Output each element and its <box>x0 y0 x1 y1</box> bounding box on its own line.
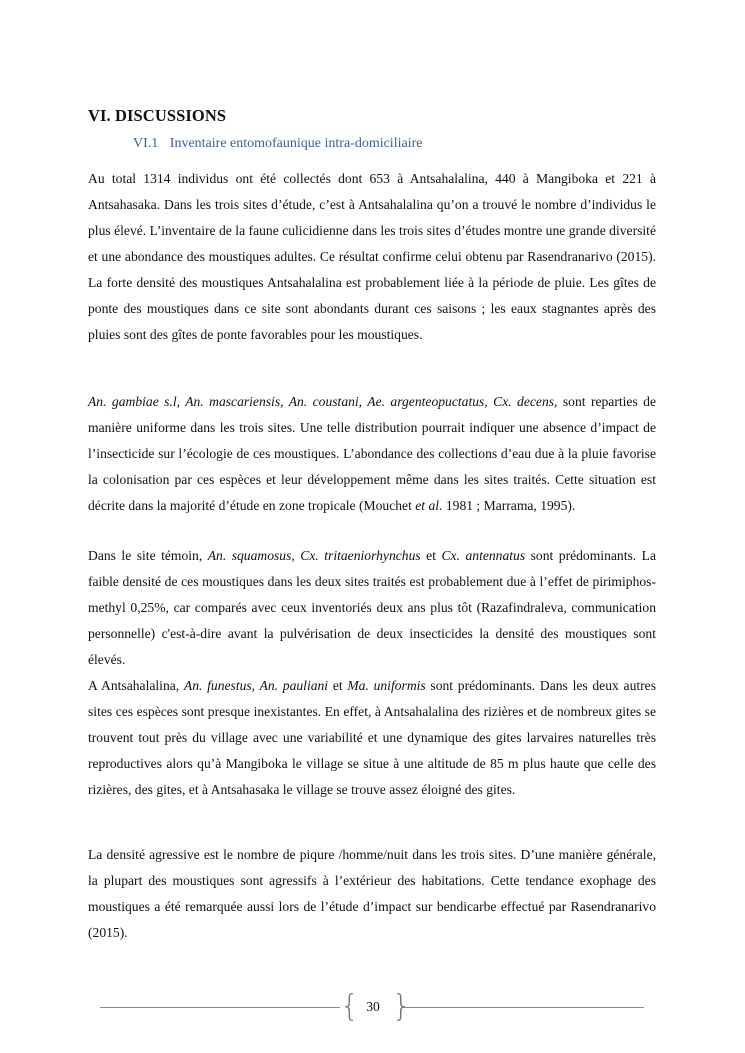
subsection-heading <box>133 136 422 152</box>
paragraph-3-start: Dans le site témoin, <box>88 548 208 563</box>
paragraph-5: La densité agressive est le nombre de piqure /homme/nuit dans les trois sites. D’une manière générale, la plupart des moustiques sont agressifs à l’extérieur des habitations. Cette tendance exophage des moustiques a été remarquée aussi lors de l’étude d’impact sur bendicarbe effectué par Rasendranarivo (2015). <box>88 847 656 940</box>
footer-rule-right <box>402 1007 644 1008</box>
footer-rule-left <box>100 1007 340 1008</box>
paragraph-2-text: sont reparties de manière uniforme dans les trois sites. Une telle distribution pourrait indiquer une absence d’impact de l’insecticide sur l’écologie de ces moustiques. L’abondance des collections d’eau due à la pluie favorise la colonisation par ces espèces et leur développement même dans les sites traités. Cette situation est décrite dans la majorité d’étude en zone tropicale (Mouchet <box>88 394 656 513</box>
footer-bracket-right: } <box>392 989 412 1024</box>
paragraph-1: Au total 1314 individus ont été collectés dont 653 à Antsahalalina, 440 à Mangiboka et 221 à Antsahasaka. Dans les trois sites d’étude, c’est à Antsahalalina qu’on a trouvé le nombre d’individus le plus élevé. L’inventaire de la faune culicidienne dans les trois sites d’études montre une grande diversité et une abondance des moustiques adultes. Ce résultat confirme celui obtenu par Rasendranarivo (2015). La forte densité des moustiques Antsahalalina est probablement liée à la période de pluie. Les gîtes de ponte des moustiques dans ce site sont abondants durant ces saisons ; les eaux stagnantes après des pluies sont des gîtes de ponte favorables pour les moustiques. <box>88 171 656 342</box>
paragraph-4-start: A Antsahalalina, <box>88 678 184 693</box>
species-list: An. gambiae s.l, An. mascariensis, An. coustani, Ae. argenteopuctatus, Cx. decens, <box>88 394 558 409</box>
et-al: et al <box>415 498 440 513</box>
paragraph-2-end: . 1981 ; Marrama, 1995). <box>439 498 576 513</box>
paragraph-3 <box>88 543 656 673</box>
paragraph-4 <box>88 673 656 803</box>
footer-bracket-left: { <box>340 989 360 1024</box>
page-number: 30 <box>366 999 380 1014</box>
species-1: An. squamosus, Cx. tritaeniorhynchus <box>207 548 421 563</box>
subsection-number: VI.1 <box>133 136 159 151</box>
section-heading: VI. DISCUSSIONS <box>88 106 227 125</box>
paragraph-4-text: sont prédominants. Dans les deux autres sites ces espèces sont presque inexistantes. En effet, à Antsahalalina des rizières et de nombreux gites se trouvent tout près du village avec une variabilité et une dynamique des gites larvaires naturelles très reproductives alors qu’à Mangiboka le village se situe à une altitude de 85 m plus haute que celle des rizières, des gites, et à Antsahasaka le village se trouve assez éloigné des gites. <box>88 678 656 797</box>
conj-et: et <box>328 678 348 693</box>
paragraph-2 <box>88 389 656 519</box>
conj-et: et <box>420 548 442 563</box>
subsection-title: Inventaire entomofaunique intra-domiciliaire <box>169 136 423 151</box>
species-1: An. funestus, An. pauliani <box>183 678 329 693</box>
paragraph-3-text: sont prédominants. La faible densité de ces moustiques dans les deux sites traités est probablement due à l’effet de pirimiphos-methyl 0,25%, car comparés avec ceux inventoriés deux ans plus tôt (Razafindraleva, communication personnelle) c'est-à-dire avant la pulvérisation de deux insecticides la densité des moustiques sont élevés. <box>88 548 656 667</box>
species-2: Ma. uniformis <box>347 678 426 693</box>
species-2: Cx. antennatus <box>441 548 526 563</box>
